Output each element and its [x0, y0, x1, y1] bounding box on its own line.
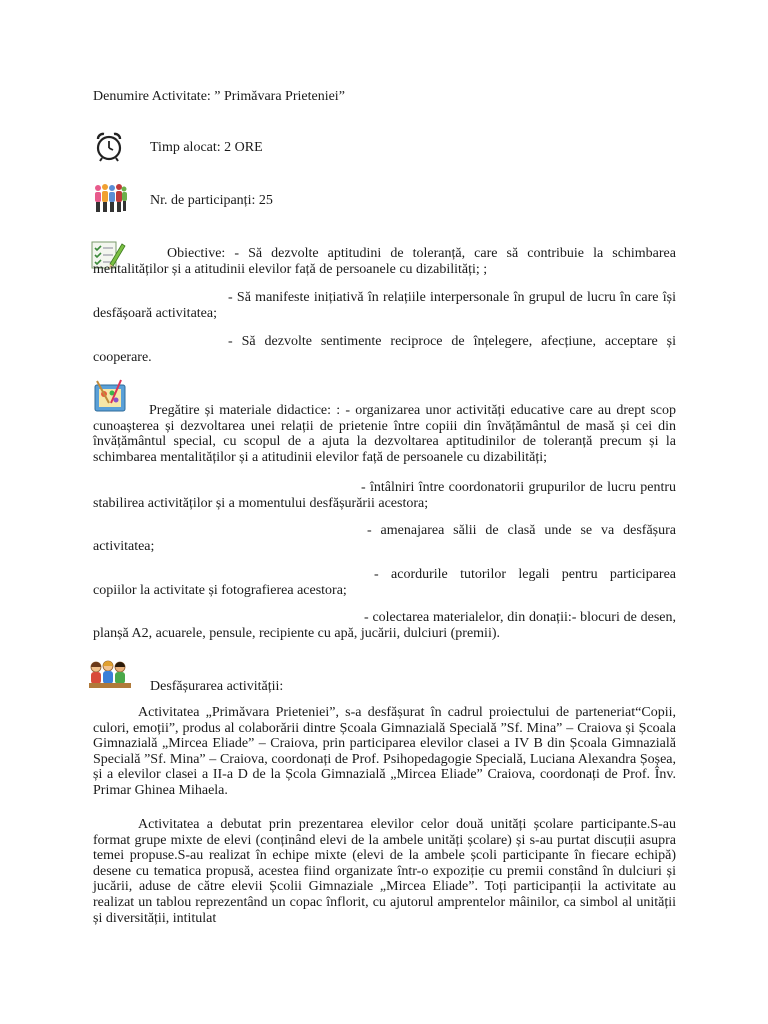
objectives-item-2: - Să manifeste inițiativă în relațiile interpersonale în grupul de lucru în care își desfășoară activitatea; [93, 290, 676, 321]
preparation-intro: Pregătire și materiale didactice: : - organizarea unor activități educative care au drept scop cunoașterea și dezvoltarea unei relații de prietenie între copiii din învățământul de masă și cei din învățământul special, cu scopul de a ajuta la dezvoltarea aptitudinilor de toleranță precum și la schimbarea mentalităților și a atitudinii elevilor față de persoanele cu dizabilități; [93, 403, 676, 465]
preparation-item-4: - acordurile tutorilor legali pentru participarea copiilor la activitate și fotografierea acestora; [93, 567, 676, 598]
alarm-clock-icon [93, 130, 125, 162]
people-group-icon [93, 182, 127, 214]
procedure-paragraph-1: Activitatea „Primăvara Prieteniei”, s-a desfășurat în cadrul proiectului de parteneriat“Copii, culori, emoții”, produs al colaborării dintre Școala Gimnazială Specială ”Sf. Mina” – Craiova și Școala Gimnazială „Mircea Eliade” – Craiova, prin participarea elevilor clasei a IV B din Școala Gimnazială Specială ”Sf. Mina” – Craiova, coordonați de Prof. Psihopedagogie Specială, Luciana Alexandra Șoșea, și a elevilor clasei a II-a D de la Școla Gimnazială „Mircea Eliade” Craiova, coordonați de Prof. Înv. Primar Ghinea Mihaela. [93, 705, 676, 798]
procedure-paragraph-2: Activitatea a debutat prin prezentarea elevilor celor două unități școlare participante.S-au format grupe mixte de elevi (conținând elevi de la ambele unități școlare) și s-au purtat discuții asupra temei propuse.S-au realizat în echipe mixte (elevi de la ambele școli participante în fiecare echipă) desene cu tematica propusă, acestea fiind organizate într-o expoziție cu premii constând în dulciuri și jucării, aduse de către elevii Școlii Gimnaziale „Mircea Eliade”. Toți participanții la activitate au realizat un tablou reprezentând un copac înflorit, cu ajutorul amprentelor mâinilor, ca simbol al unității și diversității, intitulat [93, 817, 676, 926]
activity-title: Denumire Activitate: ” Primăvara Prieteniei” [93, 89, 345, 104]
time-allocated: Timp alocat: 2 ORE [150, 140, 263, 155]
objectives-intro: Obiective: - Să dezvolte aptitudini de toleranță, care să contribuie la schimbarea mentalităților și a atitudinii elevilor față de persoanele cu dizabilități; ; [93, 246, 676, 277]
preparation-item-2: - întâlniri între coordonatorii grupurilor de lucru pentru stabilirea activităților și a momentului desfășurării acestora; [93, 480, 676, 511]
procedure-heading: Desfășurarea activității: [150, 679, 284, 694]
objectives-item-3: - Să dezvolte sentimente reciproce de înțelegere, afecțiune, acceptare și cooperare. [93, 334, 676, 365]
children-group-icon [89, 659, 131, 689]
preparation-item-5: - colectarea materialelor, din donații:- blocuri de desen, planșă A2, acuarele, pensule, recipiente cu apă, jucării, dulciuri (premii). [93, 610, 676, 641]
participants-count: Nr. de participanți: 25 [150, 193, 273, 208]
preparation-item-3: - amenajarea sălii de clasă unde se va desfășura activitatea; [93, 523, 676, 554]
